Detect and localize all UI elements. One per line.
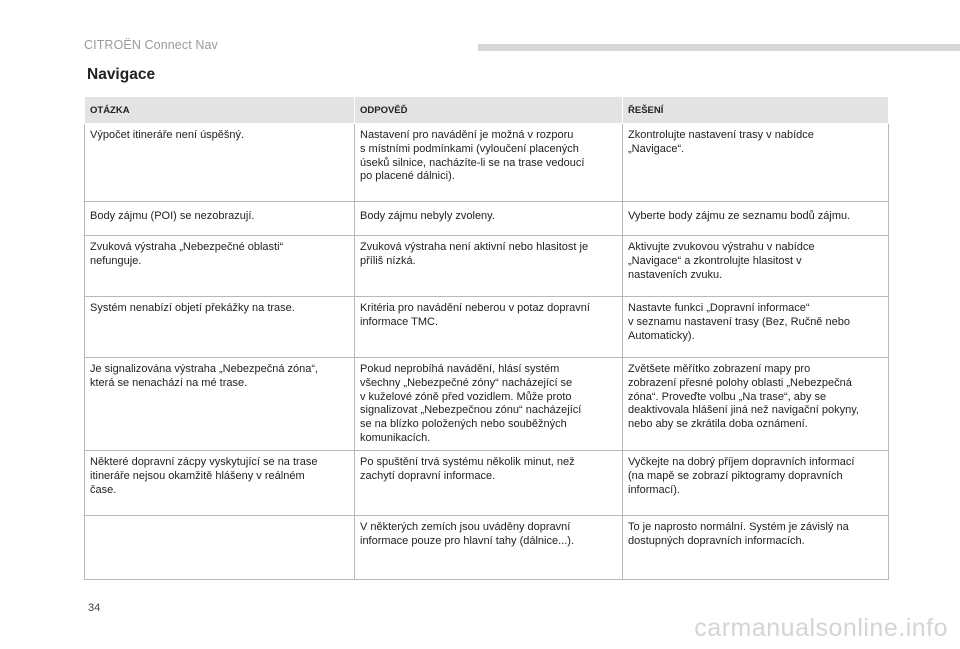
manual-header-title: CITROËN Connect Nav — [84, 38, 218, 52]
table-row — [85, 451, 889, 516]
answer-cell: Po spuštění trvá systému několik minut, než zachytí dopravní informace. — [355, 451, 623, 516]
answer-cell: Kritéria pro navádění neberou v potaz dopravní informace TMC. — [355, 297, 623, 358]
answer-cell: Body zájmu nebyly zvoleny. — [355, 202, 623, 236]
question-cell: Je signalizována výstraha „Nebezpečná zóna“, která se nenachází na mé trase. — [85, 358, 355, 451]
solution-cell: Aktivujte zvukovou výstrahu v nabídce „Navigace“ a zkontrolujte hlasitost v nastaveních zvuku. — [623, 236, 889, 297]
answer-cell: Nastavení pro navádění je možná v rozporu s místními podmínkami (vyloučení placených úseků silnice, nacházíte-li se na trase vedoucí po placené dálnici). — [355, 124, 623, 202]
question-cell: Systém nenabízí objetí překážky na trase. — [85, 297, 355, 358]
table-row — [85, 516, 889, 580]
question-cell: Body zájmu (POI) se nezobrazují. — [85, 202, 355, 236]
solution-cell: Nastavte funkci „Dopravní informace“ v seznamu nastavení trasy (Bez, Ručně nebo Automaticky). — [623, 297, 889, 358]
table-row — [85, 236, 889, 297]
question-cell: Zvuková výstraha „Nebezpečné oblasti“ nefunguje. — [85, 236, 355, 297]
page-number: 34 — [88, 602, 101, 614]
solution-cell: Vyberte body zájmu ze seznamu bodů zájmu. — [623, 202, 889, 236]
table-row — [85, 297, 889, 358]
solution-cell: To je naprosto normální. Systém je závislý na dostupných dopravních informacích. — [623, 516, 889, 580]
header-decorative-bar — [478, 44, 960, 51]
question-cell — [85, 516, 355, 580]
solution-cell: Zkontrolujte nastavení trasy v nabídce „Navigace“. — [623, 124, 889, 202]
solution-cell: Zvětšete měřítko zobrazení mapy pro zobrazení přesné polohy oblasti „Nebezpečná zóna“. Proveďte volbu „Na trase“, aby se deaktivovala hlášení jiná než navigační pokyny, nebo aby se zkrátila doba oznámení. — [623, 358, 889, 451]
answer-cell: V některých zemích jsou uváděny dopravní informace pouze pro hlavní tahy (dálnice...). — [355, 516, 623, 580]
column-header-question: OTÁZKA — [85, 97, 355, 124]
column-header-answer: ODPOVĚĎ — [355, 97, 623, 124]
table-row — [85, 358, 889, 451]
answer-cell: Pokud neprobíhá navádění, hlásí systém všechny „Nebezpečné zóny“ nacházející se v kuželové zóně před vozidlem. Může proto signalizovat „Nebezpečnou zónu“ nacházející se na blízko položených nebo souběžných komunikacích. — [355, 358, 623, 451]
table-row — [85, 124, 889, 202]
solution-cell: Vyčkejte na dobrý příjem dopravních informací (na mapě se zobrazí piktogramy dopravních informací). — [623, 451, 889, 516]
question-cell: Některé dopravní zácpy vyskytující se na trase itineráře nejsou okamžitě hlášeny v reálném čase. — [85, 451, 355, 516]
section-title: Navigace — [87, 66, 156, 83]
watermark: carmanualsonline.info — [694, 614, 948, 642]
column-header-solution: ŘEŠENÍ — [623, 97, 889, 124]
table-header-row — [85, 97, 889, 124]
table-row — [85, 202, 889, 236]
question-cell: Výpočet itineráře není úspěšný. — [85, 124, 355, 202]
answer-cell: Zvuková výstraha není aktivní nebo hlasitost je příliš nízká. — [355, 236, 623, 297]
troubleshooting-table — [84, 96, 889, 580]
